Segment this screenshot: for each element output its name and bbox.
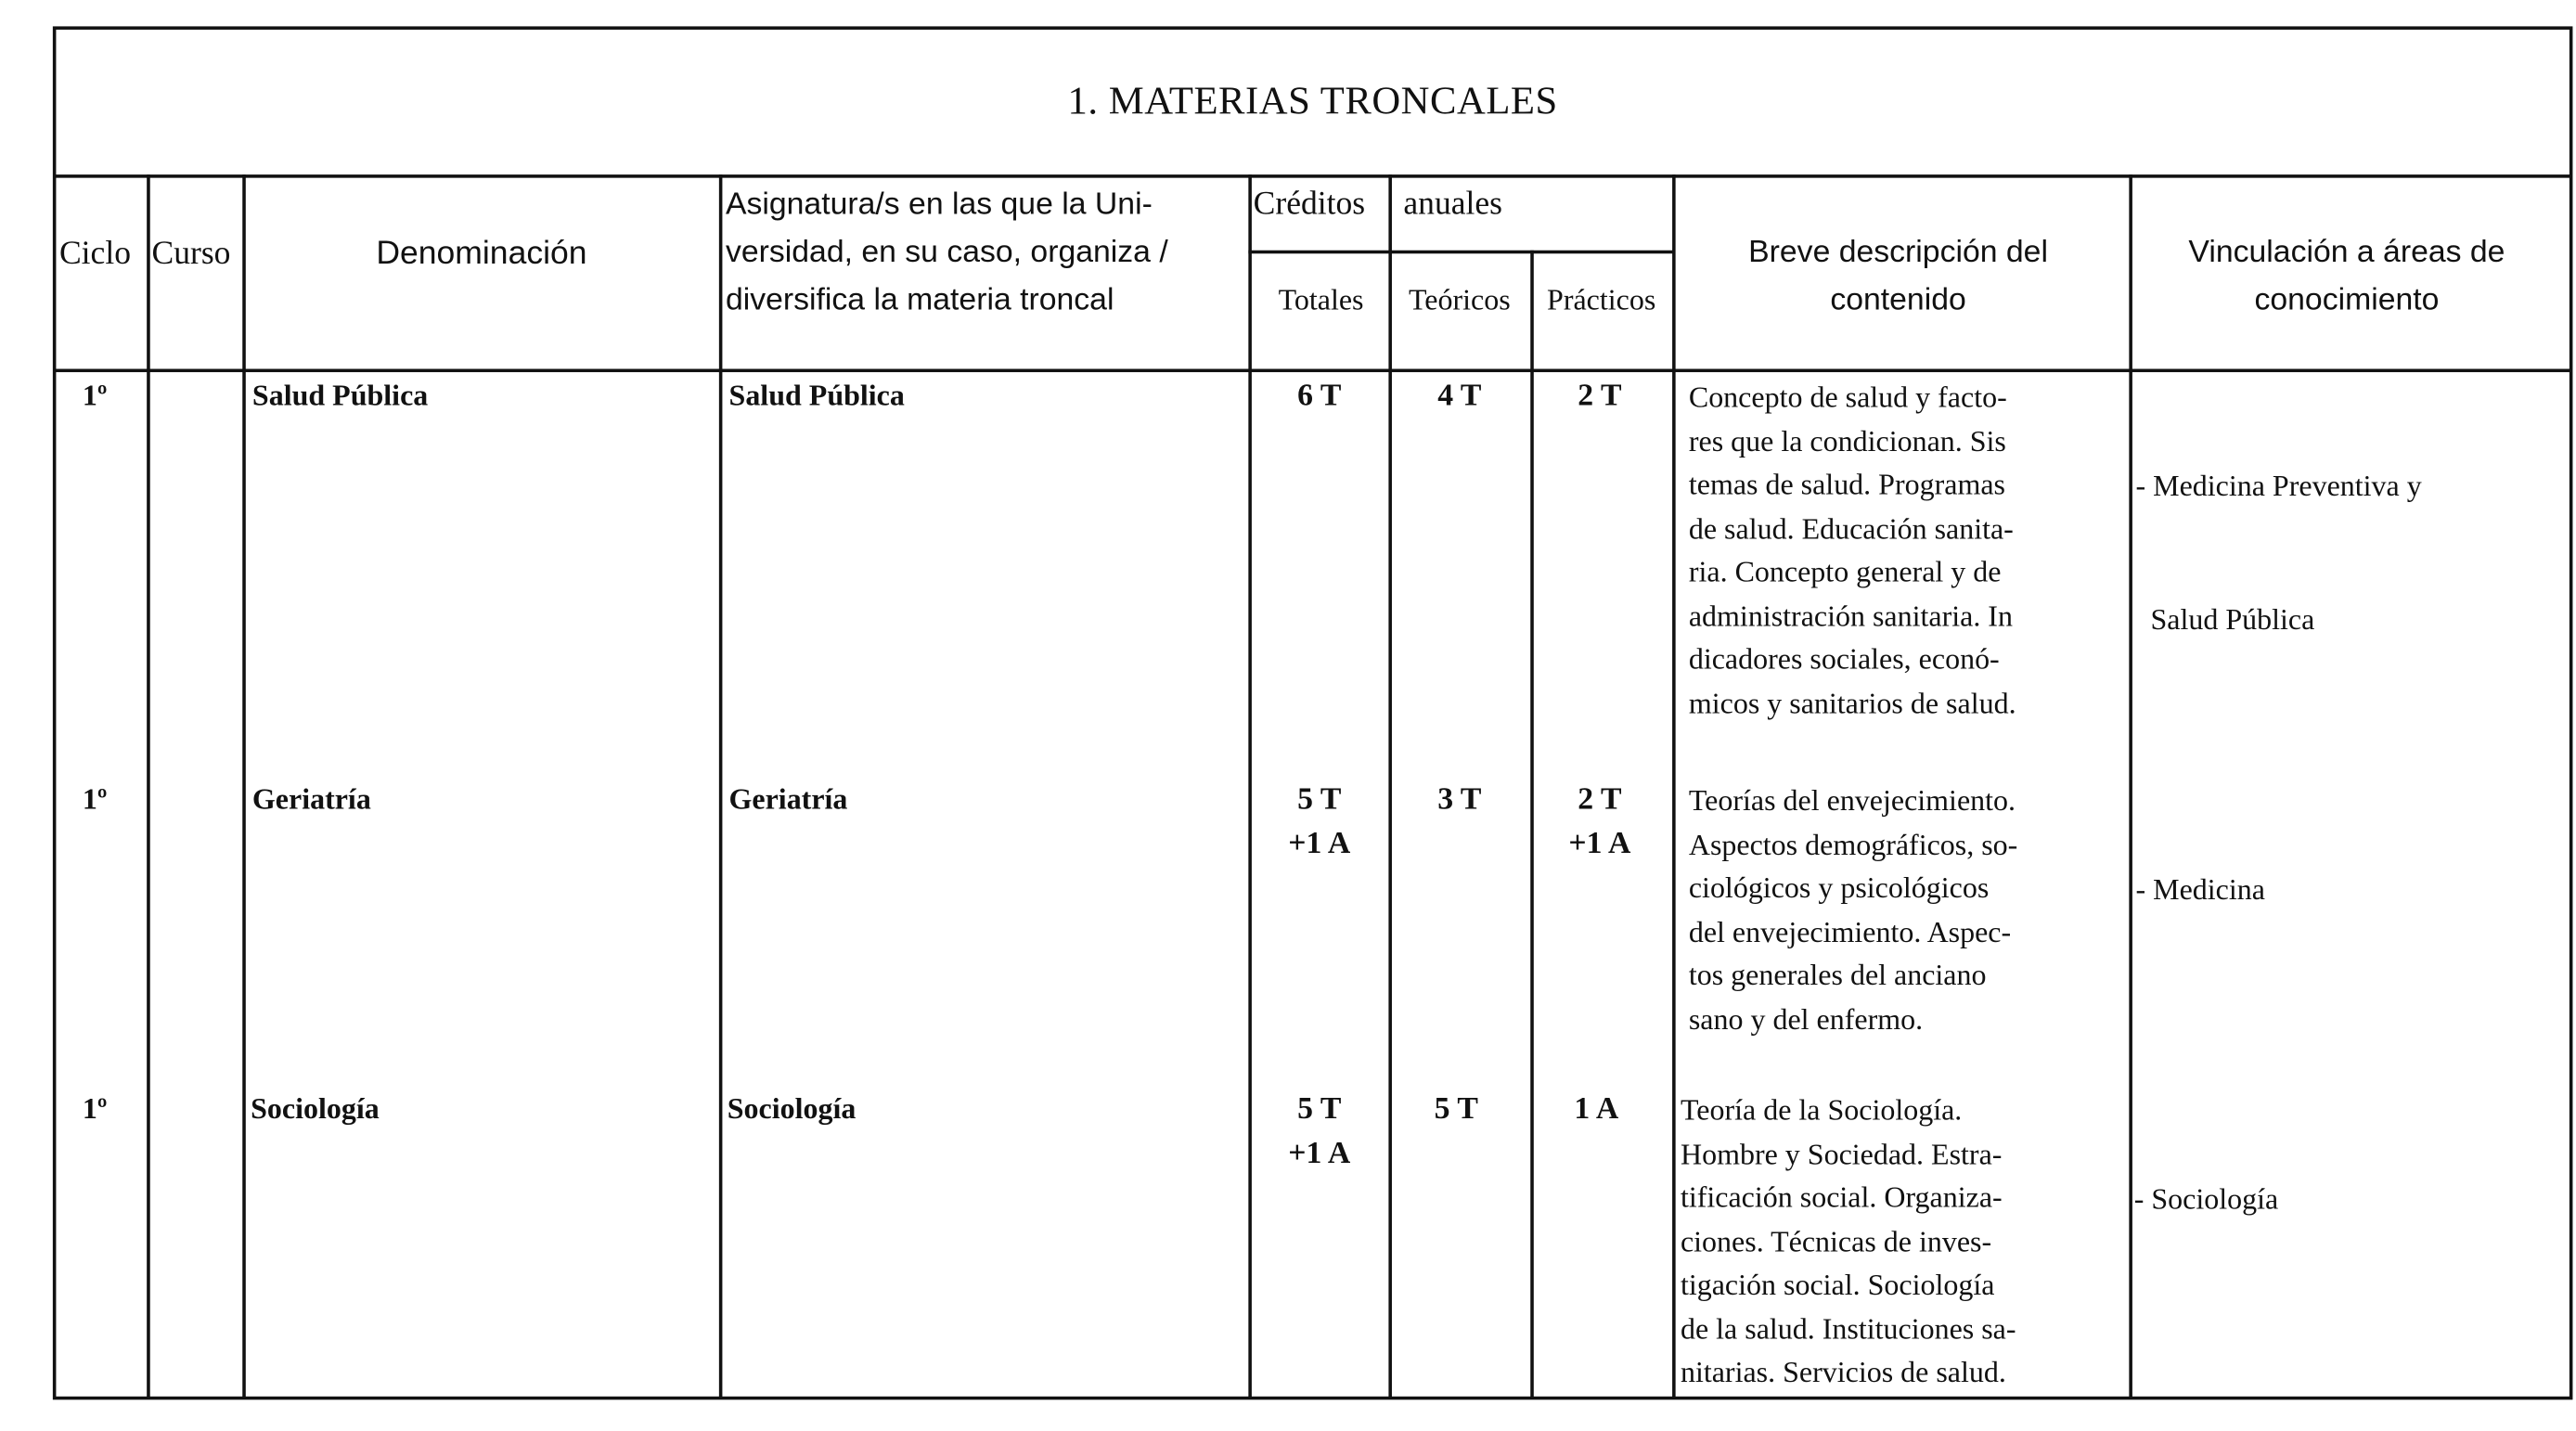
cell-totales — [1297, 374, 1341, 419]
desc-line: nitarias. Servicios de salud. — [1680, 1355, 2006, 1388]
cell-ciclo: 1º — [82, 1091, 108, 1125]
column-rule — [2129, 174, 2132, 1398]
header-asignatura-line-2: versidad, en su caso, organiza / — [725, 235, 1168, 271]
header-totales: Totales — [1278, 283, 1364, 316]
desc-line: micos y sanitarios de salud. — [1688, 686, 2016, 719]
cell-line: 5 T — [1297, 781, 1342, 818]
cell-line: +1 A — [1568, 826, 1631, 862]
cell-practicos — [1568, 778, 1630, 867]
desc-line: ciones. Técnicas de inves- — [1680, 1224, 1992, 1257]
column-rule — [1388, 174, 1392, 1398]
desc-line: ria. Concepto general y de — [1688, 555, 2002, 588]
title-divider — [55, 174, 2571, 178]
header-vinculacion-line-2: conocimiento — [2254, 283, 2440, 318]
cell-descripcion — [1689, 376, 2016, 725]
cell-asignatura: Salud Pública — [728, 379, 905, 412]
header-practicos: Prácticos — [1547, 283, 1656, 316]
column-rule — [147, 174, 150, 1398]
desc-line: del envejecimiento. Aspec- — [1688, 914, 2012, 948]
desc-line: tigación social. Sociología — [1680, 1268, 1995, 1301]
desc-line: ciológicos y psicológicos — [1688, 870, 1990, 905]
cell-denominacion: Salud Pública — [251, 379, 429, 412]
cell-asignatura: Geriatría — [728, 781, 848, 816]
desc-line: administración sanitaria. In — [1688, 599, 2013, 632]
area-line: - Sociología — [2133, 1182, 2279, 1216]
desc-line: Hombre y Sociedad. Estra- — [1680, 1137, 2003, 1170]
cell-ciclo: 1º — [82, 781, 108, 816]
cell-totales — [1288, 1087, 1350, 1176]
column-rule — [719, 174, 723, 1398]
area-line: - Medicina — [2135, 872, 2265, 906]
column-rule — [1672, 174, 1676, 1398]
cell-line: 2 T — [1578, 379, 1622, 414]
header-descripcion-line-2: contenido — [1830, 283, 1966, 318]
cell-teoricos: 3 T — [1437, 781, 1482, 818]
cell-practicos — [1574, 1087, 1618, 1131]
desc-line: de salud. Educación sanita- — [1688, 510, 2014, 545]
cell-ciclo: 1º — [82, 379, 108, 412]
creditos-divider — [1248, 251, 1674, 254]
cell-line: 5 T — [1297, 1091, 1342, 1127]
column-rule — [1530, 251, 1534, 1399]
desc-line: Teorías del envejecimiento. — [1688, 783, 2016, 818]
cell-descripcion — [1681, 1089, 2016, 1394]
cell-line: 1 A — [1574, 1091, 1619, 1127]
desc-line: Concepto de salud y facto- — [1688, 380, 2007, 414]
desc-line: sano y del enfermo. — [1688, 1001, 1924, 1036]
header-denominacion: Denominación — [376, 235, 587, 272]
desc-line: tos generales del anciano — [1688, 958, 1987, 992]
column-rule — [1248, 174, 1252, 1398]
header-teoricos: Teóricos — [1408, 283, 1511, 316]
header-vinculacion-line-1: Vinculación a áreas de — [2188, 235, 2505, 271]
desc-line: tificación social. Organiza- — [1680, 1180, 2003, 1214]
column-rule — [242, 174, 246, 1398]
desc-line: Teoría de la Sociología. — [1680, 1093, 1963, 1127]
desc-line: res que la condicionan. Sis — [1688, 423, 2006, 458]
header-curso: Curso — [151, 235, 231, 272]
table-title: 1. MATERIAS TRONCALES — [1067, 80, 1558, 124]
cell-denominacion: Geriatría — [251, 781, 371, 816]
header-descripcion-line-1: Breve descripción del — [1748, 235, 2048, 271]
cell-denominacion: Sociología — [251, 1091, 380, 1125]
desc-line: Aspectos demográficos, so- — [1688, 827, 2018, 861]
cell-asignatura: Sociología — [727, 1091, 857, 1125]
header-asignatura-line-3: diversifica la materia troncal — [725, 283, 1114, 318]
area-line: Salud Pública — [2135, 602, 2315, 636]
cell-teoricos: 4 T — [1437, 379, 1482, 414]
header-divider — [55, 368, 2571, 372]
desc-line: dicadores sociales, econó- — [1688, 642, 2000, 676]
cell-line: 2 T — [1578, 781, 1622, 818]
cell-descripcion — [1689, 779, 2017, 1040]
cell-line: +1 A — [1288, 1136, 1351, 1171]
cell-vinculacion — [2135, 376, 2421, 731]
desc-line: de la salud. Instituciones sa- — [1680, 1311, 2016, 1345]
header-ciclo: Ciclo — [58, 235, 132, 272]
area-line: - Medicina Preventiva y — [2135, 469, 2422, 503]
cell-line: +1 A — [1288, 826, 1351, 862]
header-anuales: anuales — [1403, 186, 1503, 223]
cell-line: 6 T — [1297, 379, 1342, 414]
cell-vinculacion — [2135, 779, 2264, 1001]
desc-line: temas de salud. Programas — [1688, 467, 2005, 501]
cell-vinculacion — [2134, 1089, 2279, 1311]
cell-teoricos: 5 T — [1434, 1091, 1478, 1127]
header-asignatura-line-1: Asignatura/s en las que la Uni- — [725, 187, 1153, 223]
cell-practicos — [1578, 374, 1621, 419]
header-creditos: Créditos — [1253, 186, 1366, 223]
cell-totales — [1288, 778, 1350, 867]
